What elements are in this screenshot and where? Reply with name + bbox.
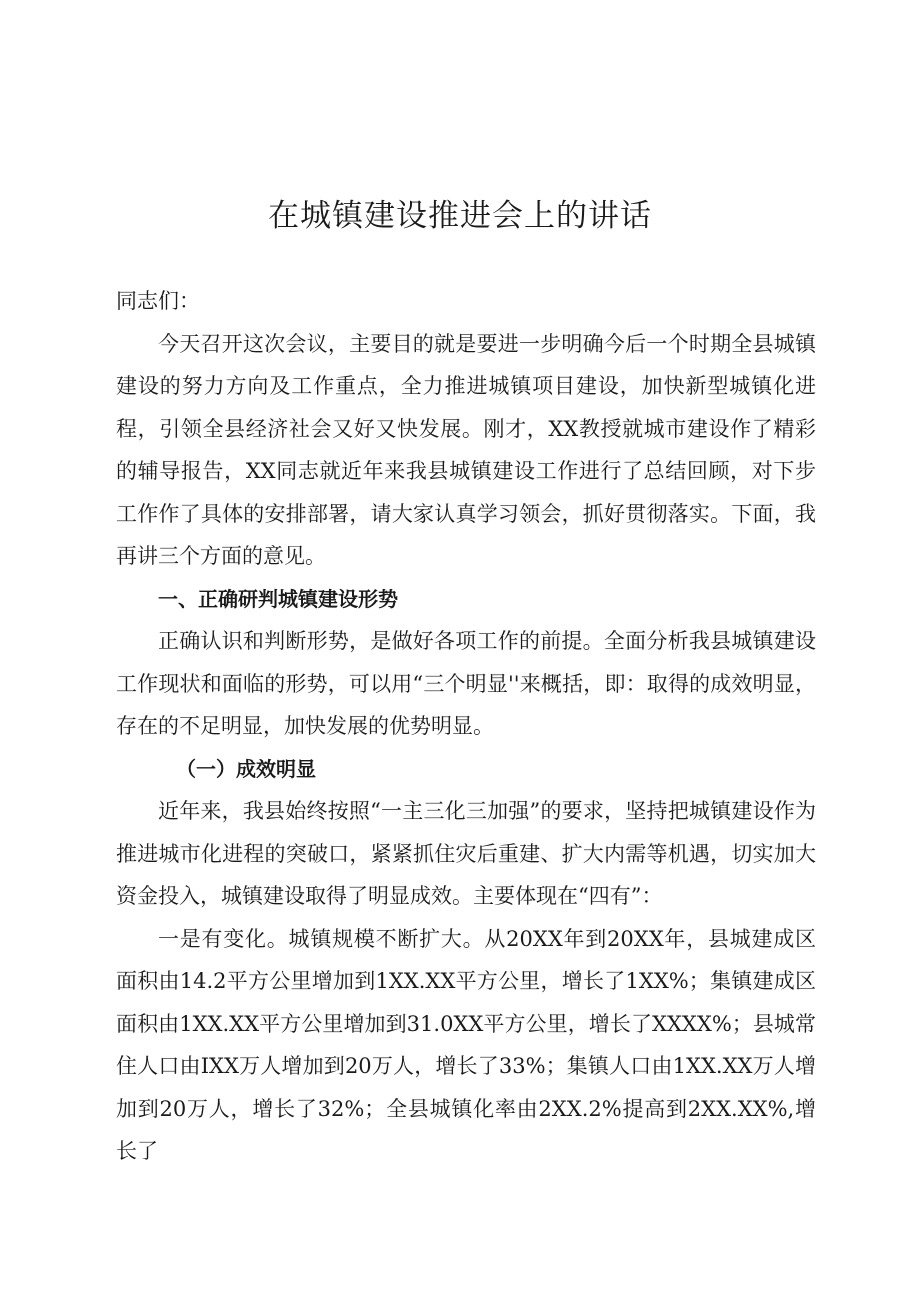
subsection-paragraph: 近年来，我县始终按照“一主三化三加强”的要求，坚持把城镇建设作为推进城市化进程的突破口，紧紧抓住灾后重建、扩大内需等机遇，切实加大资金投入，城镇建设取得了明显成效。主要体现在“四有”： — [116, 799, 816, 908]
document-body — [116, 280, 816, 1173]
salutation: 同志们： — [116, 289, 200, 313]
opening-paragraph: 今天召开这次会议，主要目的就是要进一步明确今后一个时期全县城镇建设的努力方向及工作重点，全力推进城镇项目建设，加快新型城镇化进程，引领全县经济社会又好又快发展。刚才，XX教授就城市建设作了精彩的辅导报告，XX同志就近年来我县城镇建设工作进行了总结回顾，对下步工作作了具体的安排部署，请大家认真学习领会，抓好贯彻落实。下面，我再讲三个方面的意见。 — [116, 331, 816, 568]
point-paragraph: 一是有变化。城镇规模不断扩大。从20XX年到20XX年，县城建成区面积由14.2平方公里增加到1XX.XX平方公里，增长了1XX%；集镇建成区面积由1XX.XX平方公里增加到31.0XX平方公里，增长了XXXX%；县城常住人口由IXX万人增加到20万人，增长了33%；集镇人口由1XX.XX万人增加到20万人，增长了32%；全县城镇化率由2XX.2%提高到2XX.XX%,增长了 — [116, 926, 816, 1163]
section-paragraph: 正确认识和判断形势，是做好各项工作的前提。全面分析我县城镇建设工作现状和面临的形势，可以用“三个明显''来概括，即：取得的成效明显，存在的不足明显，加快发展的优势明显。 — [116, 629, 816, 738]
section-heading: 一、正确研判城镇建设形势 — [158, 586, 398, 611]
document-title: 在城镇建设推进会上的讲话 — [268, 198, 652, 234]
subsection-heading: （一）成效明显 — [176, 756, 316, 781]
